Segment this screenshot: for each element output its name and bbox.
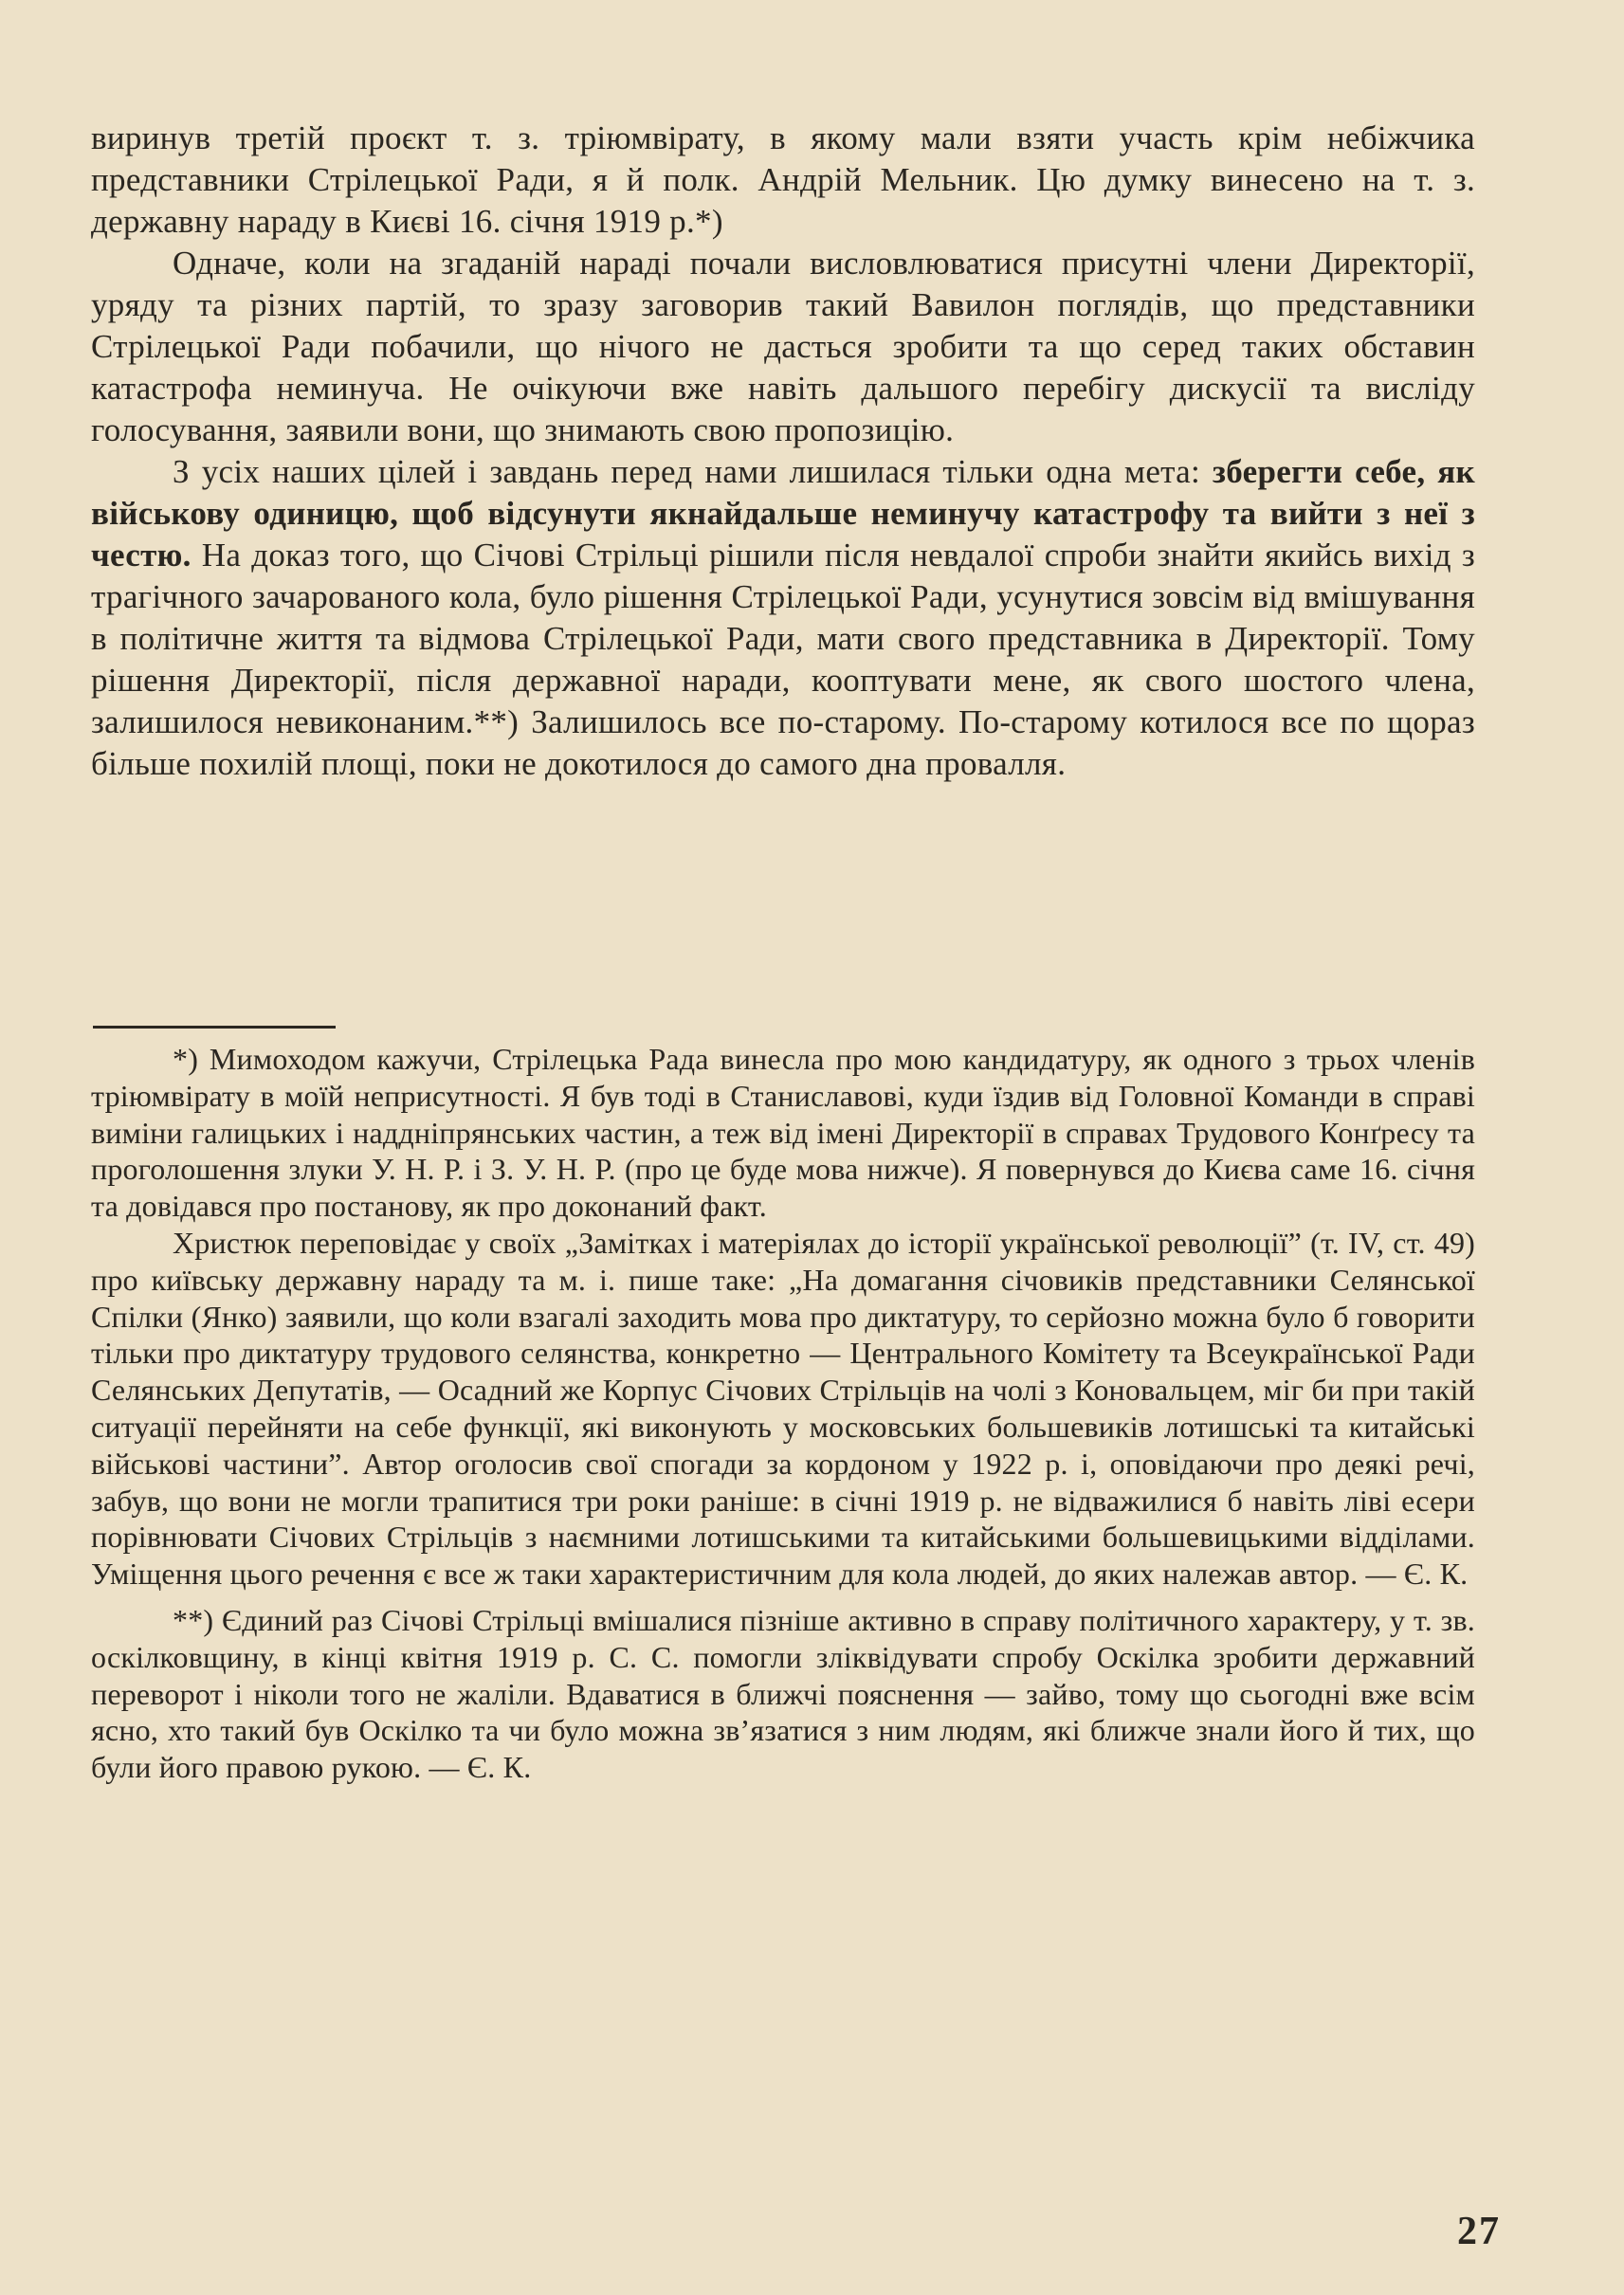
page-number: 27 bbox=[1457, 2210, 1501, 2253]
paragraph-2: Одначе, коли на згаданій нараді почали висловлюватися присутні члени Директорії, уряду та різних партій, то зразу заговорив такий Вавилон поглядів, що представники Стрілецької Ради побачили, що нічого не дасться зробити та що серед таких обставин катастрофа неминуча. Не очікуючи вже навіть дальшого перебігу дискусії та висліду голосування, заявили вони, що знимають свою пропозицію. bbox=[91, 245, 1475, 448]
paragraph-3-emphasis: зберегти себе, як військову одиницю, щоб відсунути якнайдальше неминучу катастрофу та вийти з неї з честю. bbox=[91, 453, 1475, 574]
footnote-divider bbox=[93, 1026, 336, 1029]
footnote-1: *) Мимоходом кажучи, Стрілецька Рада винесла про мою кандидатуру, як одного з трьох членів тріюмвірату в моїй неприсутності. Я був тоді в Станиславові, куди їздив від Головної Команди в справі виміни галицьких і наддніпрянських частин, а теж від імені Директорії в справах Трудового Конґресу та проголошення злуки У. Н. Р. і З. У. Н. Р. (про це буде мова нижче). Я повернувся до Києва саме 16. січня та довідався про постанову, як про доконаний факт. bbox=[91, 1042, 1475, 1224]
footnotes bbox=[91, 1041, 1475, 1786]
paragraph-3 bbox=[91, 451, 1475, 785]
paragraph-1: виринув третій проєкт т. з. тріюмвірату, в якому мали взяти участь крім небіжчика представники Стрілецької Ради, я й полк. Андрій Мельник. Цю думку винесено на т. з. державну нараду в Києві 16. січня 1919 р.*) bbox=[91, 119, 1475, 240]
main-text bbox=[91, 118, 1475, 785]
paragraph-3-start: З усіх наших цілей і завдань перед нами лишилася тільки одна мета: bbox=[173, 453, 1213, 490]
footnote-1-continuation: Христюк переповідає у своїх „Замітках і матеріялах до історії української революції” (т. IV, ст. 49) про київську державну нараду та м. і. пише таке: „На домагання січовиків представники Селянської Спілки (Янко) заявили, що коли взагалі заходить мова про диктатуру, то серйозно можна було б говорити тільки про диктатуру трудового селянства, конкретно — Центрального Комітету та Всеукраїнської Ради Селянських Депутатів, — Осадний же Корпус Січових Стрільців на чолі з Коновальцем, міг би при такій ситуації перейняти на себе функції, які виконують у московських большевиків лотишські та китайські військові частини”. Автор оголосив свої спогади за кордоном у 1922 р. і, оповідаючи про деякі речі, забув, що вони не могли трапитися три роки раніше: в січні 1919 р. не відважилися б навіть ліві есери порівнювати Січових Стрільців з наємними лотишськими та китайськими большевицькими відділами. Уміщення цього речення є все ж таки характеристичним для кола людей, до яких належав автор. — Є. К. bbox=[91, 1225, 1475, 1592]
footnote-2: **) Єдиний раз Січові Стрільці вмішалися пізніше активно в справу політичного характеру, у т. зв. оскілковщину, в кінці квітня 1919 р. С. С. помогли зліквідувати спробу Оскілка зробити державний переворот і ніколи того не жаліли. Вдаватися в ближчі пояснення — зайво, тому що сьогодні вже всім ясно, хто такий був Оскілко та чи було можна зв’язатися з ним людям, які ближче знали його й тих, що були його правою рукою. — Є. К. bbox=[91, 1602, 1475, 1785]
paragraph-3-end: На доказ того, що Січові Стрільці рішили після невдалої спроби знайти якийсь вихід з трагічного зачарованого кола, було рішення Стрілецької Ради, усунутися зовсім від вмішування в політичне життя та відмова Стрілецької Ради, мати свого представника в Директорії. Тому рішення Директорії, після державної наради, кооптувати мене, як свого шостого члена, залишилося невиконаним.**) Залишилось все по-старому. По-старому котилося все по щораз більше похилій площі, поки не докотилося до самого дна провалля. bbox=[91, 537, 1475, 782]
